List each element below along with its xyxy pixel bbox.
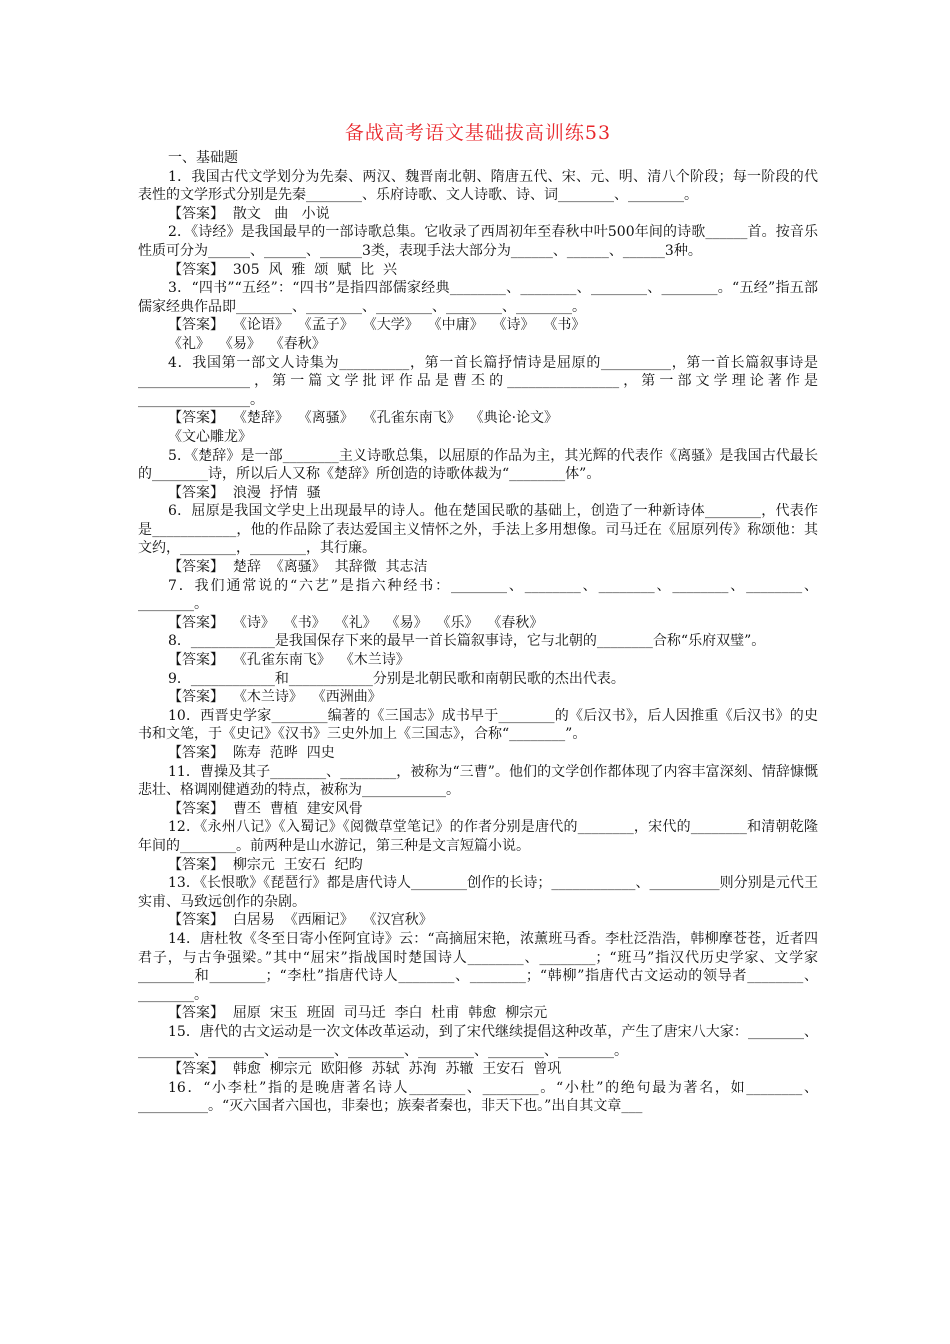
question-12: 12．《永州八记》《入蜀记》《阅微草堂笔记》的作者分别是唐代的________，宋代的________和清朝乾隆年间的________。前两种是山水游记，第三种是文言短篇小说。 xyxy=(138,819,818,854)
question-14: 14．唐杜牧《冬至日寄小侄阿宜诗》云：“高摘屈宋艳，浓薰班马香。李杜泛浩浩，韩柳摩苍苍，近者四君子，与古争强梁。”其中“屈宋”指战国时楚国诗人________、________；“班马”指汉代历史学家、文学家________和________；“李杜”指唐代诗人________、________；“韩柳”指唐代古文运动的领导者________、________。 xyxy=(138,930,818,1003)
answer-2 xyxy=(138,261,818,280)
answer-13 xyxy=(138,911,818,930)
answer-12 xyxy=(138,856,818,875)
question-16: 16．“小李杜”指的是晚唐著名诗人________、________。“小杜”的绝句最为著名，如________、__________。“灭六国者六国也，非秦也；族秦者秦也，非天下也。”出自其文章___ xyxy=(138,1079,818,1115)
document-title: 备战高考语文基础拔高训练53 xyxy=(344,122,612,144)
answer-6 xyxy=(138,558,818,577)
question-list xyxy=(138,168,818,1116)
answer-4 xyxy=(138,409,818,428)
answer-text: 韩愈 柳宗元 欧阳修 苏轼 苏洵 苏辙 王安石 曾巩 xyxy=(224,1061,562,1078)
answer-text: 《论语》 《孟子》 《大学》 《中庸》 《诗》 《书》 xyxy=(224,317,586,334)
answer-label: 【答案】 xyxy=(168,410,224,427)
answer-text: 柳宗元 王安石 纪昀 xyxy=(224,856,363,873)
answer-text: 屈原 宋玉 班固 司马迁 李白 杜甫 韩愈 柳宗元 xyxy=(224,1005,548,1022)
answer-14 xyxy=(138,1004,818,1023)
answer-text: 曹丕 曹植 建安风骨 xyxy=(224,800,363,817)
question-13: 13．《长恨歌》《琵琶行》都是唐代诗人________创作的长诗；____________、__________则分别是元代王实甫、马致远创作的杂剧。 xyxy=(138,875,818,910)
answer-text: 散文 曲 小说 xyxy=(224,205,330,222)
question-15: 15．唐代的古文运动是一次文体改革运动，到了宋代继续提倡这种改革，产生了唐宋八大家：________、________、________、________、________、________、________、________。 xyxy=(138,1023,818,1059)
answer-9 xyxy=(138,688,818,707)
answer-label: 【答案】 xyxy=(168,317,224,334)
section-heading: 一、基础题 xyxy=(168,150,238,166)
answer-8 xyxy=(138,651,818,670)
answer-label: 【答案】 xyxy=(168,856,224,873)
answer-label: 【答案】 xyxy=(168,912,224,929)
answer-continued-3: 《礼》 《易》 《春秋》 xyxy=(168,335,326,352)
question-10: 10．西晋史学家________编著的《三国志》成书早于________的《后汉书》，后人因推重《后汉书》的史书和文笔，于《史记》《汉书》三史外加上《三国志》，合称“________”。 xyxy=(138,707,818,743)
answer-1 xyxy=(138,205,818,224)
answer-label: 【答案】 xyxy=(168,559,224,576)
answer-text: 《楚辞》 《离骚》 《孔雀东南飞》 《典论·论文》 xyxy=(224,410,559,427)
answer-label: 【答案】 xyxy=(168,205,224,222)
answer-text: 《孔雀东南飞》 《木兰诗》 xyxy=(224,652,410,669)
answer-text: 陈寿 范晔 四史 xyxy=(224,745,335,761)
question-9: 9．____________和____________分别是北朝民歌和南朝民歌的杰出代表。 xyxy=(168,670,625,687)
answer-text: 305 风 雅 颂 赋 比 兴 xyxy=(224,261,398,278)
answer-text: 楚辞 《离骚》 其辞微 其志洁 xyxy=(224,559,428,576)
answer-label: 【答案】 xyxy=(168,614,224,631)
answer-continued-4: 《文心雕龙》 xyxy=(168,428,252,445)
answer-7 xyxy=(138,614,818,633)
question-3: 3．“四书”“五经”：“四书”是指四部儒家经典________、________、________、________。“五经”指五部儒家经典作品即________、________、________、________、________。 xyxy=(138,280,818,315)
answer-label: 【答案】 xyxy=(168,261,224,278)
document-page xyxy=(138,118,818,1116)
answer-text: 《诗》 《书》 《礼》 《易》 《乐》 《春秋》 xyxy=(224,614,544,631)
answer-label: 【答案】 xyxy=(168,689,224,706)
question-6: 6．屈原是我国文学史上出现最早的诗人。他在楚国民歌的基础上，创造了一种新诗体________，代表作是____________，他的作品除了表达爱国主义情怀之外，手法上多用想像。司马迁在《屈原列传》称颂他：其文约，________，________，其行廉。 xyxy=(138,503,818,557)
question-5: 5．《楚辞》是一部________主义诗歌总集，以屈原的作品为主，其光辉的代表作《离骚》是我国古代最长的________诗，所以后人又称《楚辞》所创造的诗歌体裁为“________体”。 xyxy=(138,447,818,483)
answer-label: 【答案】 xyxy=(168,800,224,817)
answer-text: 《木兰诗》 《西洲曲》 xyxy=(224,689,382,706)
answer-label: 【答案】 xyxy=(168,745,224,761)
question-8: 8．____________是我国保存下来的最早一首长篇叙事诗，它与北朝的________合称“乐府双璧”。 xyxy=(168,633,766,650)
answer-label: 【答案】 xyxy=(168,484,224,501)
question-4: 4．我国第一部文人诗集为__________，第一首长篇抒情诗是屈原的__________，第一首长篇叙事诗是________________，第一篇文学批评作品是曹丕的________________，第一部文学理论著作是________________。 xyxy=(138,354,818,408)
question-7: 7．我们通常说的“六艺”是指六种经书：________、________、________、________、________、________。 xyxy=(138,577,818,613)
answer-15 xyxy=(138,1060,818,1079)
answer-10 xyxy=(138,744,818,763)
answer-3 xyxy=(138,316,818,335)
answer-label: 【答案】 xyxy=(168,1061,224,1078)
answer-11 xyxy=(138,800,818,819)
answer-text: 白居易 《西厢记》 《汉宫秋》 xyxy=(224,912,433,929)
answer-text: 浪漫 抒情 骚 xyxy=(224,484,321,501)
answer-label: 【答案】 xyxy=(168,652,224,669)
answer-5 xyxy=(138,484,818,503)
answer-label: 【答案】 xyxy=(168,1005,224,1022)
question-11: 11．曹操及其子________、________，被称为“三曹”。他们的文学创作都体现了内容丰富深刻、情辞慷慨悲壮、格调刚健遒劲的特点，被称为____________。 xyxy=(138,763,818,799)
question-2: 2．《诗经》是我国最早的一部诗歌总集。它收录了西周初年至春秋中叶500年间的诗歌______首。按音乐性质可分为______、______、______3类，表现手法大部分为______、______、______3种。 xyxy=(138,224,818,259)
question-1: 1．我国古代文学划分为先秦、两汉、魏晋南北朝、隋唐五代、宋、元、明、清八个阶段；每一阶段的代表性的文学形式分别是先秦________、乐府诗歌、文人诗歌、诗、词________、________。 xyxy=(138,168,818,204)
